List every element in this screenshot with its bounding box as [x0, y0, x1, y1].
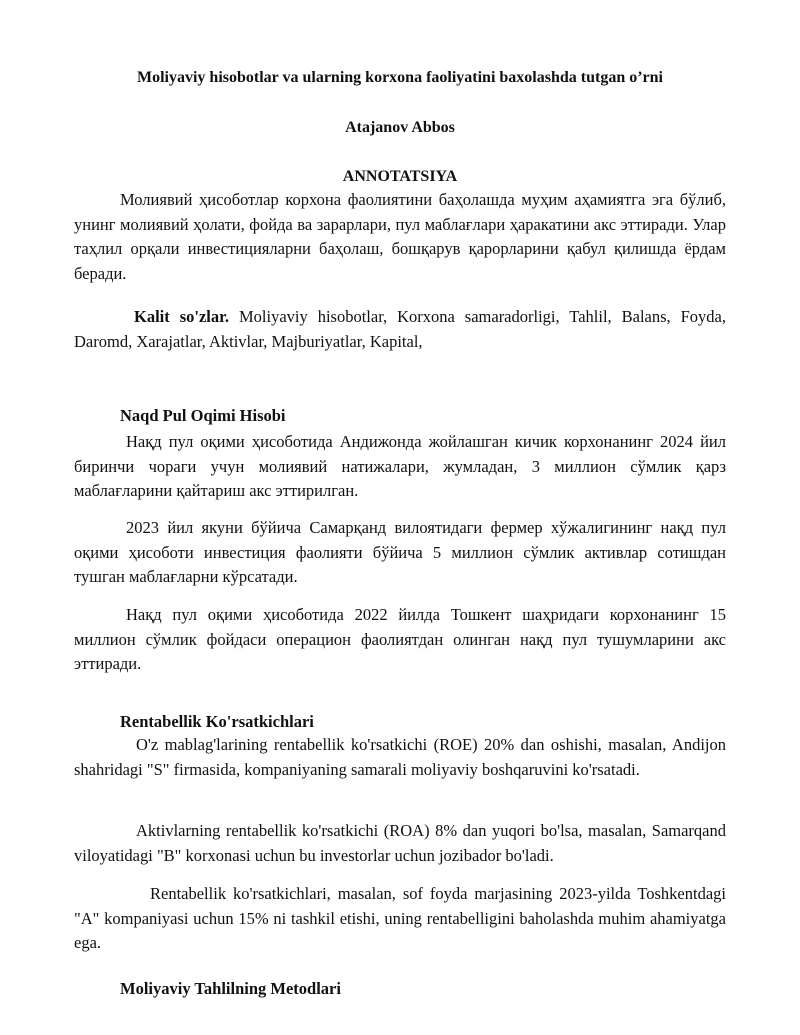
- author-name: Atajanov Abbos: [345, 119, 455, 136]
- keywords-label: Kalit so'zlar.: [134, 307, 230, 326]
- keywords-paragraph: [74, 305, 726, 354]
- cash-flow-paragraph-2: 2023 йил якуни бўйича Самарқанд вилоятидаги фермер хўжалигининг нақд пул оқими ҳисоботи инвестиция фаолияти бўйича 5 миллион сўмлик активлар сотишдан тушган маблағларни кўрсатади.: [74, 518, 726, 586]
- cash-flow-paragraph-1: Нақд пул оқими ҳисоботида Андижонда жойлашган кичик корхонанинг 2024 йил биринчи чораги учун молиявий натижалари, жумладан, 3 миллион сўмлик қарз маблағларини қайтариш акс эттирилган.: [74, 432, 726, 500]
- keywords-text: Moliyaviy hisobotlar, Korxona samaradorligi, Tahlil, Balans, Foyda, Daromd, Xarajatlar, Aktivlar, Majburiyatlar, Kapital,: [74, 307, 726, 351]
- cash-flow-paragraph-3: Нақд пул оқими ҳисоботида 2022 йилда Тошкент шаҳридаги корхонанинг 15 миллион сўмлик фойдаси операцион фаолиятдан олинган нақд пул тушумларини акс эттиради.: [74, 605, 726, 673]
- abstract-heading: ANNOTATSIYA: [342, 168, 458, 185]
- section-heading-profitability: Rentabellik Ko'rsatkichlari: [120, 712, 314, 731]
- profitability-paragraph-3: Rentabellik ko'rsatkichlari, masalan, sof foyda marjasining 2023-yilda Toshkentdagi "A" kompaniyasi uchun 15% ni tashkil etishi, uning rentabelligini baholashda muhim ahamiyatga ega.: [74, 884, 726, 952]
- section-heading-methods: Moliyaviy Tahlilning Metodlari: [120, 979, 341, 998]
- document-title: Moliyaviy hisobotlar va ularning korxona faoliyatini baxolashda tutgan o’rni: [136, 69, 663, 86]
- section-heading-cash-flow: Naqd Pul Oqimi Hisobi: [120, 406, 286, 425]
- profitability-paragraph-2: Aktivlarning rentabellik ko'rsatkichi (ROA) 8% dan yuqori bo'lsa, masalan, Samarqand viloyatidagi "B" korxonasi uchun bu investorlar uchun jozibador bo'ladi.: [74, 821, 726, 865]
- profitability-paragraph-1: O'z mablag'larining rentabellik ko'rsatkichi (ROE) 20% dan oshishi, masalan, Andijon shahridagi "S" firmasida, kompaniyaning samarali moliyaviy boshqaruvini ko'rsatadi.: [74, 735, 726, 779]
- abstract-paragraph: Молиявий ҳисоботлар корхона фаолиятини баҳолашда муҳим аҳамиятга эга бўлиб, унинг молиявий ҳолати, фойда ва зарарлари, пул маблағлари ҳаракатини акс эттиради. Улар таҳлил орқали инвестицияларни баҳолаш, бошқарув қарорларини қабул қилишда ёрдам беради.: [74, 190, 726, 283]
